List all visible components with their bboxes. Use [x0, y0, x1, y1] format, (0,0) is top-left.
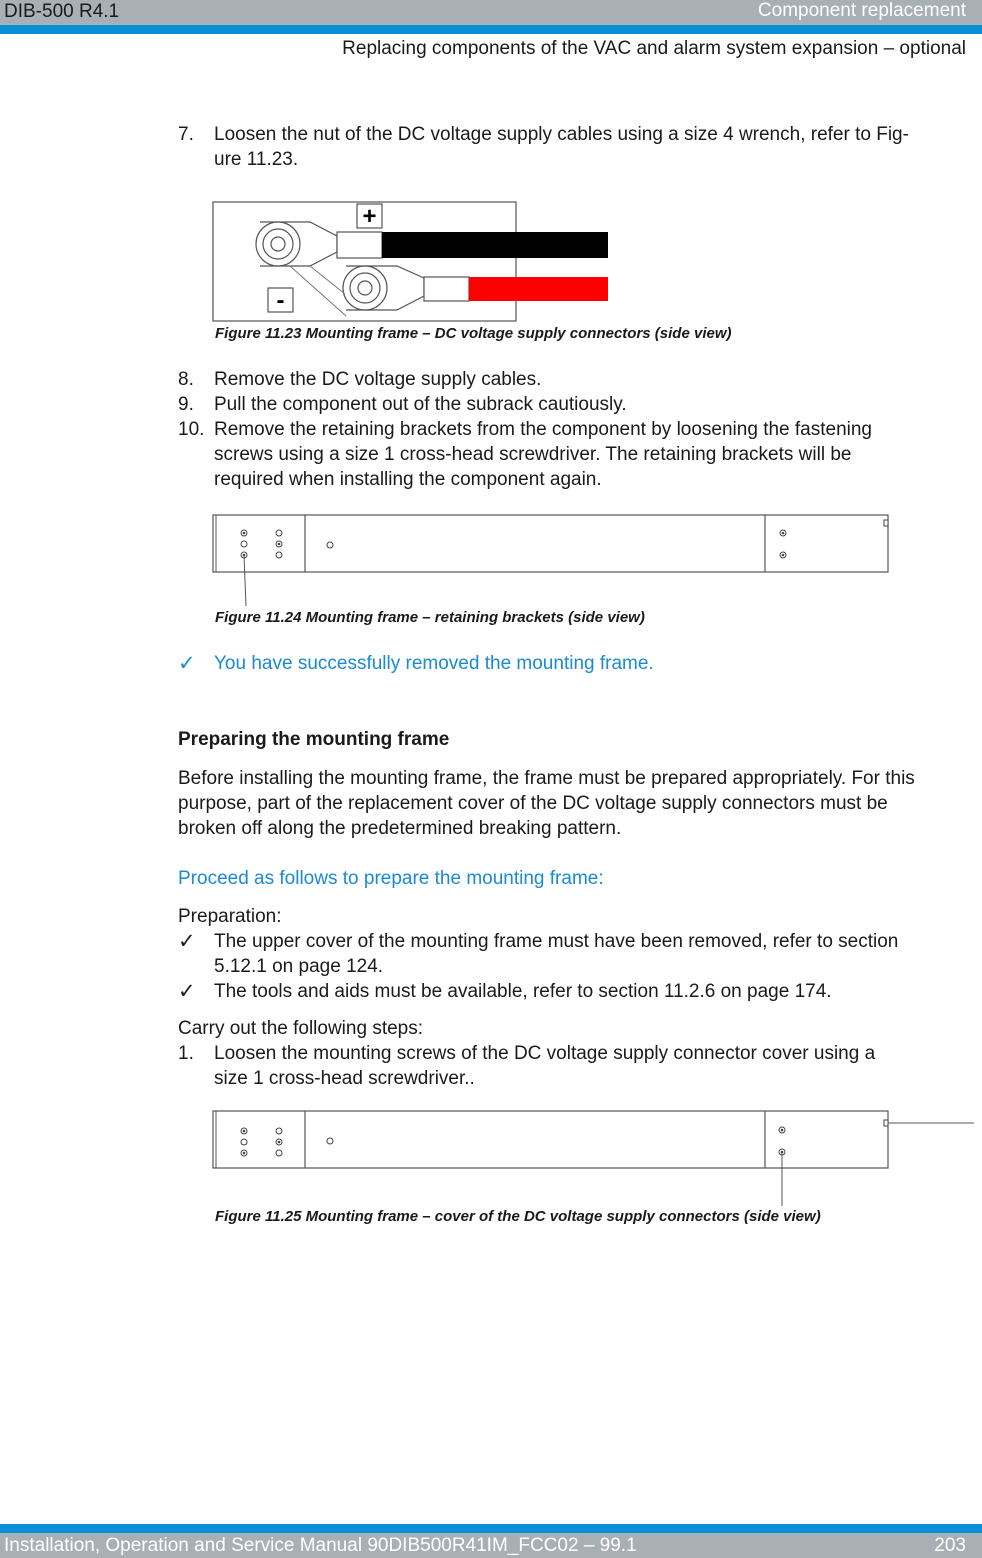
step-text: Remove the retaining brackets from the component by loosening the fastening — [214, 419, 872, 440]
steps-label: Carry out the following steps: — [178, 1018, 424, 1039]
step-number: 10. — [178, 419, 205, 440]
frame-side-panel — [213, 515, 888, 572]
figure-caption: Figure 11.25 Mounting frame – cover of the DC voltage supply connectors (side view) — [215, 1208, 821, 1225]
frame-side-panel — [213, 1111, 888, 1168]
doc-id: DIB-500 R4.1 — [4, 1, 120, 22]
header-bar — [0, 0, 982, 25]
chapter-title: Component replacement — [757, 0, 966, 21]
negative-bolt — [358, 281, 372, 295]
figure-caption: Figure 11.24 Mounting frame – retaining brackets (side view) — [215, 609, 645, 626]
step-text: screws using a size 1 cross-head screwdriver. The retaining brackets will be — [214, 444, 852, 465]
positive-cable — [382, 232, 608, 258]
retaining-screw — [278, 543, 281, 546]
cover-screw — [781, 1129, 784, 1132]
step-text: Remove the DC voltage supply cables. — [214, 369, 542, 390]
precondition-text: The tools and aids must be available, refer to section 11.2.6 on page 174. — [214, 981, 832, 1002]
section-title: Replacing components of the VAC and alarm system expansion – optional — [342, 38, 966, 59]
step-text: Loosen the nut of the DC voltage supply cables using a size 4 wrench, refer to Fig- — [214, 124, 909, 145]
check-icon: ✓ — [178, 930, 196, 953]
check-icon: ✓ — [178, 652, 196, 675]
step-text: ure 11.23. — [214, 149, 299, 170]
step-text: Pull the component out of the subrack cautiously. — [214, 394, 627, 415]
footer-accent-line — [0, 1524, 982, 1533]
footer-bar — [0, 1533, 982, 1558]
retaining-screw — [243, 532, 246, 535]
check-icon: ✓ — [178, 980, 196, 1003]
step-number: 7. — [178, 124, 194, 145]
negative-cable — [469, 277, 608, 301]
paragraph-line: purpose, part of the replacement cover of the DC voltage supply connectors must be — [178, 793, 888, 814]
step-text: Loosen the mounting screws of the DC voltage supply connector cover using a — [214, 1043, 876, 1064]
plus-sign: + — [362, 203, 377, 230]
page-number: 203 — [934, 1535, 966, 1556]
step-text: required when installing the component again. — [214, 469, 602, 490]
step-number: 1. — [178, 1043, 194, 1064]
paragraph-line: Before installing the mounting frame, the frame must be prepared appropriately. For this — [178, 768, 915, 789]
minus-sign: - — [276, 287, 285, 314]
negative-sleeve — [424, 277, 469, 301]
step-number: 9. — [178, 394, 194, 415]
header-accent-line — [0, 25, 982, 34]
manual-title: Installation, Operation and Service Manual 90DIB500R41IM_FCC02 – 99.1 — [4, 1535, 637, 1556]
step-number: 8. — [178, 369, 194, 390]
paragraph-line: broken off along the predetermined breaking pattern. — [178, 818, 622, 839]
positive-bolt — [271, 237, 285, 251]
procedure-intro: Proceed as follows to prepare the mounting frame: — [178, 868, 604, 889]
figure-dc-connectors — [210, 198, 620, 324]
figure-connector-cover — [210, 1108, 976, 1208]
positive-sleeve — [337, 232, 382, 258]
step-text: size 1 cross-head screwdriver.. — [214, 1068, 475, 1089]
precondition-text: The upper cover of the mounting frame must have been removed, refer to section — [214, 931, 899, 952]
figure-retaining-brackets — [210, 512, 890, 608]
section-heading: Preparing the mounting frame — [178, 729, 450, 750]
figure-caption: Figure 11.23 Mounting frame – DC voltage supply connectors (side view) — [215, 325, 732, 342]
result-text: You have successfully removed the mounting frame. — [214, 653, 654, 674]
preparation-label: Preparation: — [178, 906, 282, 927]
precondition-text: 5.12.1 on page 124. — [214, 956, 384, 977]
